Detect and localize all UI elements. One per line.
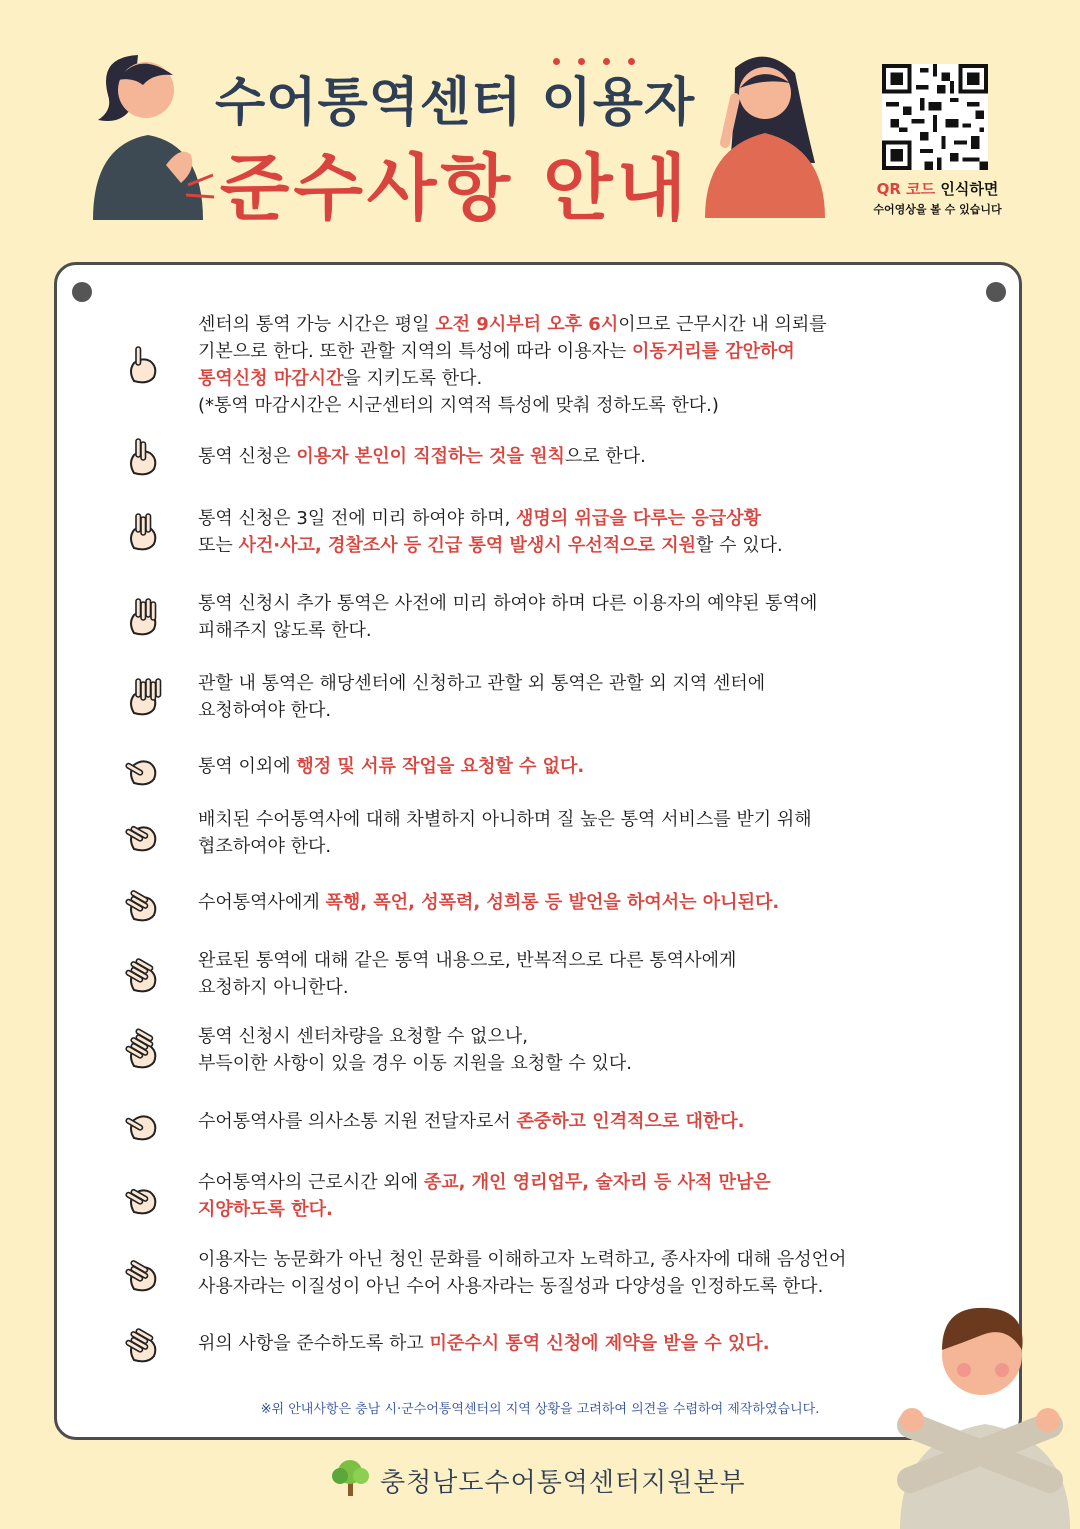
rule-highlight-text: 생명의 위급을 다루는 응급상황: [516, 508, 761, 529]
pin-right: [986, 282, 1006, 302]
rule-line: [198, 392, 968, 419]
rule-line: [198, 1169, 968, 1196]
hand-number-7-icon: [122, 811, 170, 855]
rule-line: [198, 947, 968, 974]
rule-item: [198, 753, 968, 780]
rule-item: [198, 505, 968, 559]
rule-highlight-text: 통역신청 마감시간: [198, 368, 344, 389]
rule-text: 으로 한다.: [564, 446, 646, 467]
organization-name: 충청남도수어통역센터지원본부: [380, 1468, 746, 1498]
rule-line: [198, 1050, 968, 1077]
rule-text: 요청하여야 한다.: [198, 700, 332, 721]
rule-highlight-text: 지양하도록 한다.: [198, 1199, 333, 1220]
rule-line: [198, 590, 968, 617]
hand-number-1-icon: [122, 343, 170, 387]
rule-item: [198, 806, 968, 860]
rule-line: [198, 697, 968, 724]
hand-number-12-icon: [122, 1174, 170, 1218]
rule-text: 사용자라는 이질성이 아닌 수어 사용자라는 동질성과 다양성을 인정하도록 한다.: [198, 1276, 824, 1297]
rule-item: [198, 590, 968, 644]
rule-highlight-text: 이동거리를 감안하여: [632, 341, 795, 362]
rule-text: 요청하지 아니한다.: [198, 977, 349, 998]
rule-highlight-text: 행정 및 서류 작업을 요청할 수 없다.: [296, 756, 585, 777]
rule-text: 배치된 수어통역사에 대해 차별하지 아니하며 질 높은 통역 서비스를 받기 위해: [198, 809, 812, 830]
rule-line: [198, 889, 968, 916]
footnote: ※위 안내사항은 충남 시·군수어통역센터의 지역 상황을 고려하여 의견을 수렴하여 제작하였습니다.: [260, 1402, 820, 1417]
rule-text: 위의 사항을 준수하도록 하고: [198, 1333, 430, 1354]
rule-text: 기본으로 한다. 또한 관할 지역의 특성에 따라 이용자는: [198, 341, 633, 362]
rule-line: [198, 753, 968, 780]
rule-line: [198, 338, 968, 365]
rule-line: [198, 1330, 968, 1357]
qr-caption: [845, 178, 1030, 199]
rule-text: 할 수 있다.: [695, 535, 783, 556]
woman-signing-illustration: [78, 45, 218, 220]
qr-subcaption: 수어영상을 볼 수 있습니다: [873, 203, 1002, 216]
rule-text: 부득이한 사항이 있을 경우 이동 지원을 요청할 수 있다.: [198, 1053, 633, 1074]
rule-text: 이용자는 농문화가 아닌 청인 문화를 이해하고자 노력하고, 종사자에 대해 음성언어: [198, 1249, 847, 1270]
rule-highlight-text: 존중하고 인격적으로 대한다.: [516, 1111, 745, 1132]
rule-line: [198, 806, 968, 833]
rule-text: 통역 신청시 추가 통역은 사전에 미리 하여야 하며 다른 이용자의 예약된 통역에: [198, 593, 818, 614]
rule-highlight-text: 사건·사고, 경찰조사 등 긴급 통역 발생시 우선적으로 지원: [238, 535, 696, 556]
rule-item: [198, 311, 968, 419]
page-title-line2: 준수사항 안내: [219, 146, 691, 230]
rule-highlight-text: 폭행, 폭언, 성폭력, 성희롱 등 발언을 하여서는 아니된다.: [325, 892, 780, 913]
rule-text: 수어통역사의 근로시간 외에: [198, 1172, 424, 1193]
rule-text: 관할 내 통역은 해당센터에 신청하고 관할 외 통역은 관할 외 지역 센터에: [198, 673, 766, 694]
rule-item: [198, 670, 968, 724]
rule-text: 수어통역사를 의사소통 지원 전달자로서: [198, 1111, 517, 1132]
rule-item: [198, 1023, 968, 1077]
page-title-line1: 수어통역센터 이용자: [215, 73, 696, 133]
organization-logo-icon: [330, 1458, 372, 1498]
rule-item: [198, 1108, 968, 1135]
rule-line: [198, 1273, 968, 1300]
rule-line: [198, 974, 968, 1001]
hand-number-11-icon: [122, 1100, 170, 1144]
rule-line: [198, 311, 968, 338]
hand-number-8-icon: [122, 881, 170, 925]
rule-highlight-text: 종교, 개인 영리업무, 술자리 등 사적 만남은: [423, 1172, 771, 1193]
rule-text: 통역 이외에: [198, 756, 297, 777]
rule-item: [198, 1169, 968, 1223]
hand-number-6-icon: [122, 745, 170, 789]
rule-line: [198, 532, 968, 559]
rule-item: [198, 889, 968, 916]
rule-line: [198, 1196, 968, 1223]
qr-code[interactable]: [882, 64, 988, 170]
rule-line: [198, 1023, 968, 1050]
rule-text: 피해주지 않도록 한다.: [198, 620, 372, 641]
rule-highlight-text: 오전 9시부터 오후 6시: [435, 314, 619, 335]
woman-pointing-illustration: [700, 48, 840, 218]
rule-text: 센터의 통역 가능 시간은 평일: [198, 314, 436, 335]
rule-line: [198, 670, 968, 697]
pin-left: [72, 282, 92, 302]
rule-line: [198, 833, 968, 860]
qr-caption-rest: 인식하면: [935, 180, 999, 198]
rule-line: [198, 505, 968, 532]
rule-line: [198, 617, 968, 644]
rule-item: [198, 1246, 968, 1300]
qr-caption-highlight: QR 코드: [876, 180, 936, 198]
hand-number-14-icon: [122, 1322, 170, 1366]
rule-line: [198, 1246, 968, 1273]
rule-text: 수어통역사에게: [198, 892, 326, 913]
hand-number-9-icon: [122, 952, 170, 996]
rule-item: [198, 947, 968, 1001]
rule-text: 협조하여야 한다.: [198, 836, 332, 857]
hand-number-3-icon: [122, 510, 170, 554]
man-crossed-arms-illustration: [890, 1300, 1070, 1529]
rule-highlight-text: 이용자 본인이 직접하는 것을 원칙: [296, 446, 565, 467]
rule-text: 통역 신청은 3일 전에 미리 하여야 하며,: [198, 508, 517, 529]
rule-text: 통역 신청시 센터차량을 요청할 수 없으나,: [198, 1026, 528, 1047]
hand-number-10-icon: [122, 1028, 170, 1072]
rule-line: [198, 1108, 968, 1135]
rule-text: 을 지키도록 한다.: [343, 368, 483, 389]
rule-line: [198, 443, 968, 470]
rule-item: [198, 1330, 968, 1357]
rule-highlight-text: 미준수시 통역 신청에 제약을 받을 수 있다.: [429, 1333, 770, 1354]
hand-number-13-icon: [122, 1251, 170, 1295]
hand-number-5-icon: [122, 675, 170, 719]
hand-number-2-icon: [122, 435, 170, 479]
rule-text: 또는: [198, 535, 239, 556]
rule-line: [198, 365, 968, 392]
hand-number-4-icon: [122, 595, 170, 639]
rule-text: (*통역 마감시간은 시군센터의 지역적 특성에 맞춰 정하도록 한다.): [198, 395, 719, 416]
rule-item: [198, 443, 968, 470]
rule-text: 이므로 근무시간 내 의뢰를: [618, 314, 827, 335]
rule-text: 완료된 통역에 대해 같은 통역 내용으로, 반복적으로 다른 통역사에게: [198, 950, 737, 971]
rule-text: 통역 신청은: [198, 446, 297, 467]
